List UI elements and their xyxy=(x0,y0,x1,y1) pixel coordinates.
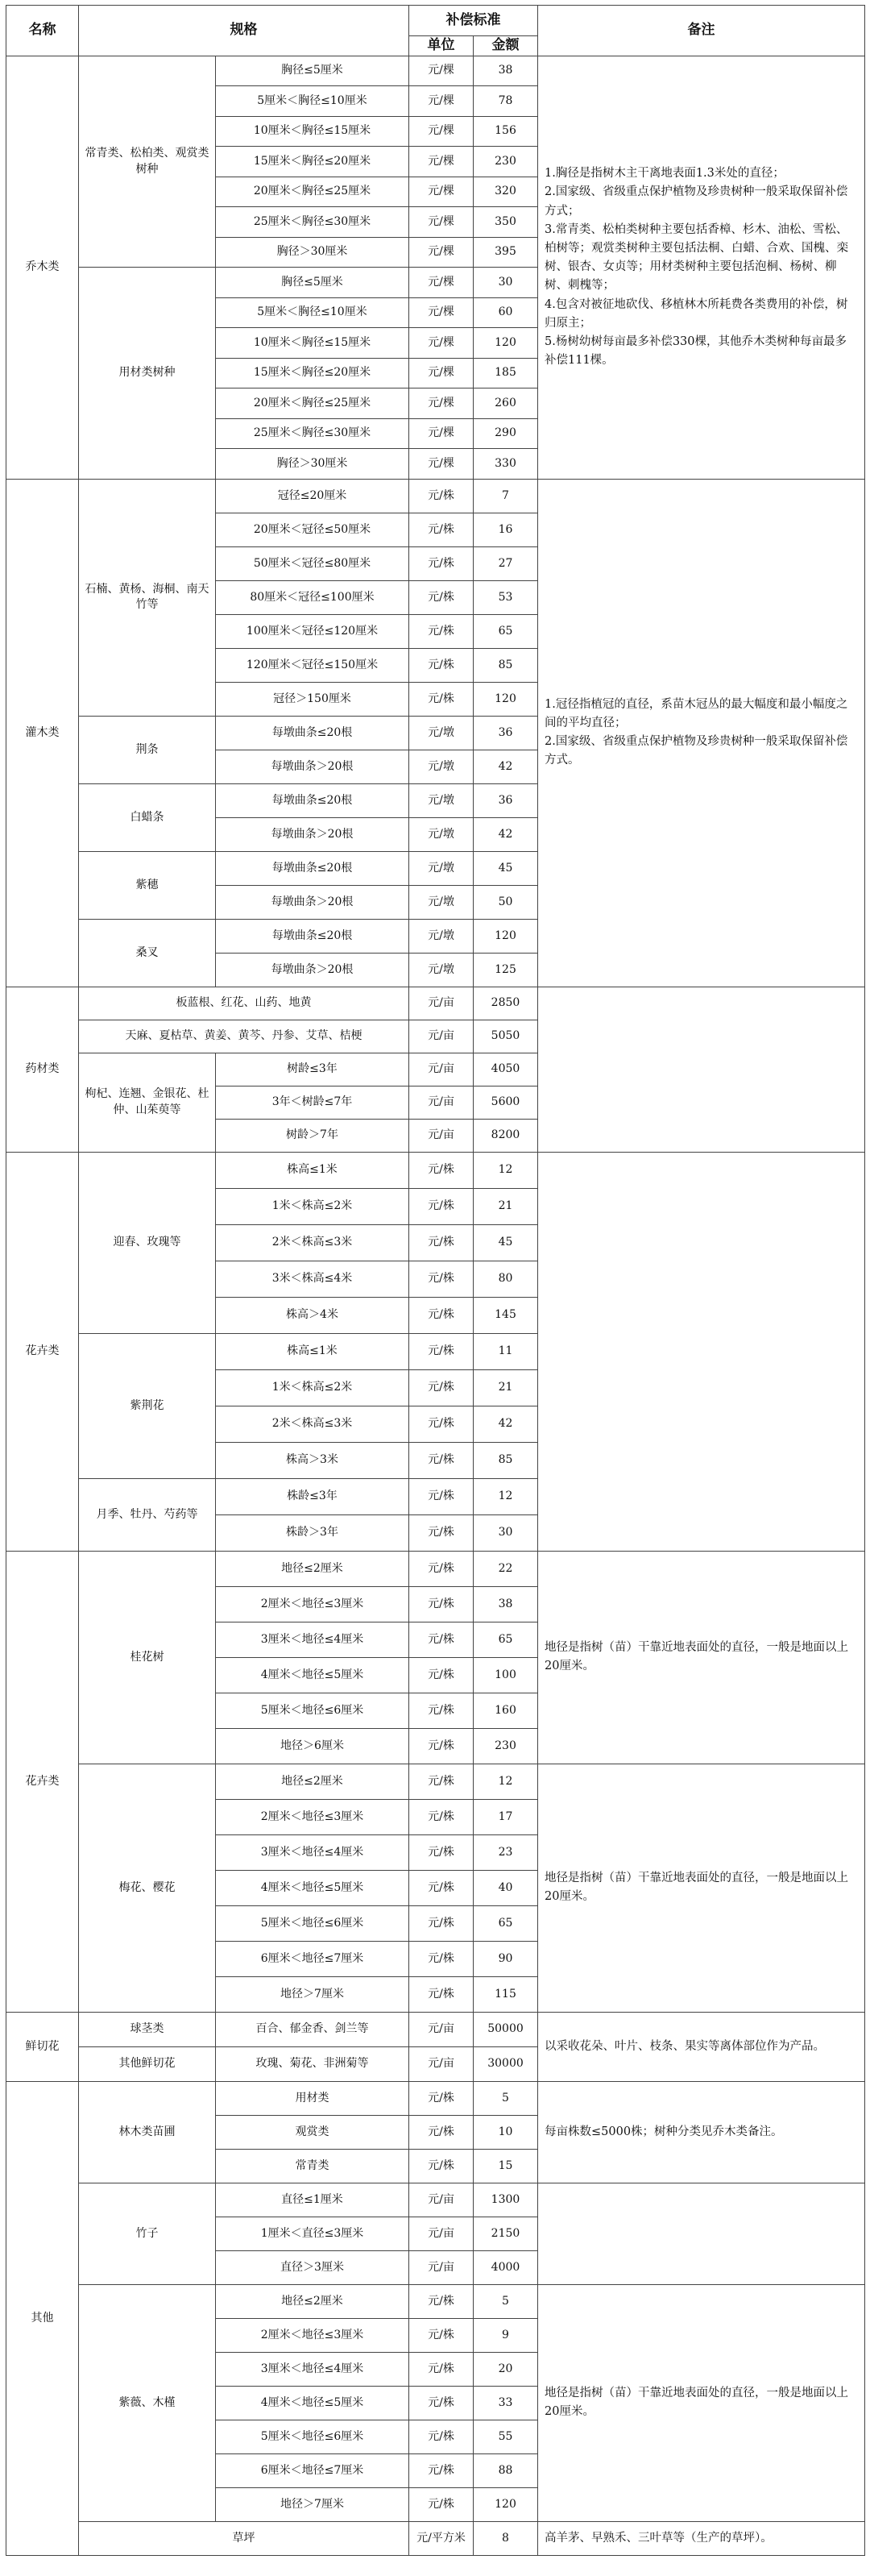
amount-cell: 17 xyxy=(474,1799,538,1834)
amount-cell: 30000 xyxy=(474,2046,538,2081)
amount-cell: 2850 xyxy=(474,987,538,1020)
spec-cell: 100厘米＜冠径≤120厘米 xyxy=(216,614,409,648)
spec-cell: 株龄≤3年 xyxy=(216,1478,409,1514)
unit-cell: 元/棵 xyxy=(409,297,474,328)
spec-cell: 天麻、夏枯草、黄姜、黄芩、丹参、艾草、桔梗 xyxy=(79,1020,409,1053)
unit-cell: 元/亩 xyxy=(409,1020,474,1053)
note-guihua: 地径是指树（苗）干靠近地表面处的直径，一般是地面以上20厘米。 xyxy=(538,1551,865,1764)
amount-cell: 42 xyxy=(474,817,538,851)
amount-cell: 260 xyxy=(474,388,538,419)
subcategory-ever: 常青类、松柏类、观赏类树种 xyxy=(79,56,216,268)
spec-cell: 5厘米＜胸径≤10厘米 xyxy=(216,297,409,328)
unit-cell: 元/株 xyxy=(409,1442,474,1478)
spec-cell: 20厘米＜胸径≤25厘米 xyxy=(216,388,409,419)
subcategory-nursery: 林木类苗圃 xyxy=(79,2081,216,2183)
amount-cell: 85 xyxy=(474,1442,538,1478)
subcategory-bamboo: 竹子 xyxy=(79,2183,216,2284)
amount-cell: 21 xyxy=(474,1188,538,1224)
spec-cell: 冠径≤20厘米 xyxy=(216,479,409,513)
unit-cell: 元/亩 xyxy=(409,2183,474,2217)
unit-cell: 元/株 xyxy=(409,2149,474,2183)
spec-cell: 10厘米＜胸径≤15厘米 xyxy=(216,328,409,359)
note-nursery: 每亩株数≤5000株；树种分类见乔木类备注。 xyxy=(538,2081,865,2183)
spec-cell: 2厘米＜地径≤3厘米 xyxy=(216,1586,409,1622)
header-note: 备注 xyxy=(538,6,865,56)
amount-cell: 185 xyxy=(474,358,538,388)
unit-cell: 元/棵 xyxy=(409,328,474,359)
spec-cell: 胸径≤5厘米 xyxy=(216,268,409,298)
amount-cell: 156 xyxy=(474,116,538,147)
amount-cell: 7 xyxy=(474,479,538,513)
unit-cell: 元/棵 xyxy=(409,268,474,298)
amount-cell: 230 xyxy=(474,147,538,177)
spec-cell: 20厘米＜胸径≤25厘米 xyxy=(216,177,409,207)
amount-cell: 50 xyxy=(474,885,538,919)
subcategory-yingchun: 迎春、玫瑰等 xyxy=(79,1152,216,1333)
header-name: 名称 xyxy=(6,6,79,56)
amount-cell: 125 xyxy=(474,953,538,987)
spec-cell: 3厘米＜地径≤4厘米 xyxy=(216,2352,409,2386)
amount-cell: 65 xyxy=(474,614,538,648)
unit-cell: 元/株 xyxy=(409,1764,474,1799)
spec-cell: 每墩曲条＞20根 xyxy=(216,750,409,783)
amount-cell: 320 xyxy=(474,177,538,207)
amount-cell: 36 xyxy=(474,783,538,817)
unit-cell: 元/株 xyxy=(409,2352,474,2386)
table-row xyxy=(6,1764,865,1799)
subcategory-zijing: 紫荆花 xyxy=(79,1333,216,1478)
subcategory-yueji: 月季、牡丹、芍药等 xyxy=(79,1478,216,1551)
note-bamboo xyxy=(538,2183,865,2284)
spec-cell: 15厘米＜胸径≤20厘米 xyxy=(216,147,409,177)
category-flower-2: 花卉类 xyxy=(6,1551,79,2012)
unit-cell: 元/株 xyxy=(409,2318,474,2352)
spec-cell: 地径＞6厘米 xyxy=(216,1728,409,1764)
spec-cell: 3年＜树龄≤7年 xyxy=(216,1086,409,1119)
spec-cell: 每墩曲条＞20根 xyxy=(216,817,409,851)
unit-cell: 元/棵 xyxy=(409,449,474,480)
spec-cell: 2厘米＜地径≤3厘米 xyxy=(216,1799,409,1834)
subcategory-zisui: 紫穗 xyxy=(79,851,216,919)
spec-cell: 3米＜株高≤4米 xyxy=(216,1261,409,1297)
category-flower-1: 花卉类 xyxy=(6,1152,79,1551)
unit-cell: 元/株 xyxy=(409,580,474,614)
table-row xyxy=(6,2081,865,2115)
note-tree: 1.胸径是指树木主干离地表面1.3米处的直径； 2.国家级、省级重点保护植物及珍贵树种一般采取保留补偿方式； 3.常青类、松柏类树种主要包括香樟、杉木、油松、雪松、柏树等；观赏类树种主要包括法桐、白蜡、合欢、国槐、栾树、银杏、女贞等；用材类树种主要包括泡桐、杨树、柳树、刺槐等； 4.包含对被征地砍伐、移植林木所耗费各类费用的补偿，树归原主； 5.杨树幼树每亩最多补偿330棵，其他乔木类树种每亩最多补偿111棵。 xyxy=(538,56,865,479)
unit-cell: 元/棵 xyxy=(409,147,474,177)
table-row xyxy=(6,479,865,513)
table-row xyxy=(6,2183,865,2217)
spec-cell: 用材类 xyxy=(216,2081,409,2115)
spec-cell: 板蓝根、红花、山药、地黄 xyxy=(79,987,409,1020)
header-amount: 金额 xyxy=(474,36,538,56)
spec-cell: 25厘米＜胸径≤30厘米 xyxy=(216,418,409,449)
subcategory-sangcha: 桑叉 xyxy=(79,919,216,987)
amount-cell: 145 xyxy=(474,1297,538,1333)
unit-cell: 元/株 xyxy=(409,1870,474,1905)
unit-cell: 元/株 xyxy=(409,2487,474,2521)
unit-cell: 元/棵 xyxy=(409,86,474,117)
unit-cell: 元/株 xyxy=(409,1369,474,1406)
amount-cell: 5 xyxy=(474,2284,538,2318)
spec-cell: 地径＞7厘米 xyxy=(216,1976,409,2012)
amount-cell: 30 xyxy=(474,268,538,298)
unit-cell: 元/株 xyxy=(409,1333,474,1369)
unit-cell: 元/株 xyxy=(409,2453,474,2487)
spec-cell: 百合、郁金香、剑兰等 xyxy=(216,2012,409,2046)
unit-cell: 元/株 xyxy=(409,2386,474,2420)
amount-cell: 9 xyxy=(474,2318,538,2352)
amount-cell: 4000 xyxy=(474,2250,538,2284)
unit-cell: 元/株 xyxy=(409,1976,474,2012)
unit-cell: 元/株 xyxy=(409,1261,474,1297)
amount-cell: 100 xyxy=(474,1657,538,1693)
spec-cell: 25厘米＜胸径≤30厘米 xyxy=(216,207,409,238)
unit-cell: 元/平方米 xyxy=(409,2521,474,2555)
unit-cell: 元/株 xyxy=(409,1941,474,1976)
subcategory-jingtiao: 荆条 xyxy=(79,716,216,783)
amount-cell: 230 xyxy=(474,1728,538,1764)
unit-cell: 元/棵 xyxy=(409,418,474,449)
spec-cell: 10厘米＜胸径≤15厘米 xyxy=(216,116,409,147)
unit-cell: 元/墩 xyxy=(409,953,474,987)
amount-cell: 65 xyxy=(474,1905,538,1941)
spec-cell: 15厘米＜胸径≤20厘米 xyxy=(216,358,409,388)
table-row xyxy=(6,1551,865,1586)
unit-cell: 元/株 xyxy=(409,614,474,648)
spec-cell: 胸径＞30厘米 xyxy=(216,237,409,268)
subcategory-bulb: 球茎类 xyxy=(79,2012,216,2046)
amount-cell: 22 xyxy=(474,1551,538,1586)
note-lawn: 高羊茅、早熟禾、三叶草等（生产的草坪）。 xyxy=(538,2521,865,2555)
spec-cell: 每墩曲条＞20根 xyxy=(216,885,409,919)
subcategory-ziwei: 紫薇、木槿 xyxy=(79,2284,216,2521)
amount-cell: 33 xyxy=(474,2386,538,2420)
unit-cell: 元/株 xyxy=(409,1622,474,1657)
amount-cell: 23 xyxy=(474,1834,538,1870)
unit-cell: 元/棵 xyxy=(409,237,474,268)
amount-cell: 120 xyxy=(474,682,538,716)
amount-cell: 88 xyxy=(474,2453,538,2487)
amount-cell: 40 xyxy=(474,1870,538,1905)
unit-cell: 元/亩 xyxy=(409,1119,474,1152)
unit-cell: 元/株 xyxy=(409,1799,474,1834)
amount-cell: 12 xyxy=(474,1478,538,1514)
spec-cell: 4厘米＜地径≤5厘米 xyxy=(216,1657,409,1693)
spec-cell: 2米＜株高≤3米 xyxy=(216,1406,409,1442)
note-shrub: 1.冠径指植冠的直径，系苗木冠丛的最大幅度和最小幅度之间的平均直径； 2.国家级、省级重点保护植物及珍贵树种一般采取保留补偿方式。 xyxy=(538,479,865,987)
note-cutflower: 以采收花朵、叶片、枝条、果实等离体部位作为产品。 xyxy=(538,2012,865,2081)
subcategory-timber: 用材类树种 xyxy=(79,268,216,480)
unit-cell: 元/墩 xyxy=(409,783,474,817)
unit-cell: 元/墩 xyxy=(409,851,474,885)
unit-cell: 元/亩 xyxy=(409,2046,474,2081)
subcategory-gouqi: 枸杞、连翘、金银花、杜仲、山茱萸等 xyxy=(79,1053,216,1152)
unit-cell: 元/株 xyxy=(409,1514,474,1551)
amount-cell: 15 xyxy=(474,2149,538,2183)
spec-cell: 地径≤2厘米 xyxy=(216,1551,409,1586)
spec-cell: 地径≤2厘米 xyxy=(216,2284,409,2318)
category-tree: 乔木类 xyxy=(6,56,79,479)
unit-cell: 元/亩 xyxy=(409,2250,474,2284)
amount-cell: 120 xyxy=(474,328,538,359)
spec-cell: 株高＞4米 xyxy=(216,1297,409,1333)
spec-cell: 直径＞3厘米 xyxy=(216,2250,409,2284)
compensation-table xyxy=(6,5,865,2556)
unit-cell: 元/株 xyxy=(409,1657,474,1693)
unit-cell: 元/株 xyxy=(409,1188,474,1224)
amount-cell: 36 xyxy=(474,716,538,750)
unit-cell: 元/株 xyxy=(409,2420,474,2453)
amount-cell: 65 xyxy=(474,1622,538,1657)
spec-cell: 2米＜株高≤3米 xyxy=(216,1224,409,1261)
unit-cell: 元/株 xyxy=(409,1297,474,1333)
spec-cell: 胸径＞30厘米 xyxy=(216,449,409,480)
unit-cell: 元/株 xyxy=(409,1152,474,1188)
category-shrub: 灌木类 xyxy=(6,479,79,987)
amount-cell: 160 xyxy=(474,1693,538,1728)
amount-cell: 1300 xyxy=(474,2183,538,2217)
unit-cell: 元/墩 xyxy=(409,817,474,851)
table-row xyxy=(6,1152,865,1188)
unit-cell: 元/株 xyxy=(409,648,474,682)
amount-cell: 38 xyxy=(474,56,538,86)
spec-cell: 常青类 xyxy=(216,2149,409,2183)
spec-cell: 每墩曲条≤20根 xyxy=(216,851,409,885)
spec-cell: 地径＞7厘米 xyxy=(216,2487,409,2521)
spec-cell: 3厘米＜地径≤4厘米 xyxy=(216,1834,409,1870)
note-herb xyxy=(538,987,865,1152)
amount-cell: 290 xyxy=(474,418,538,449)
spec-cell: 50厘米＜冠径≤80厘米 xyxy=(216,546,409,580)
amount-cell: 45 xyxy=(474,1224,538,1261)
spec-cell: 6厘米＜地径≤7厘米 xyxy=(216,2453,409,2487)
unit-cell: 元/株 xyxy=(409,1224,474,1261)
header-unit: 单位 xyxy=(409,36,474,56)
unit-cell: 元/株 xyxy=(409,1406,474,1442)
amount-cell: 10 xyxy=(474,2115,538,2149)
amount-cell: 2150 xyxy=(474,2217,538,2250)
amount-cell: 80 xyxy=(474,1261,538,1297)
spec-cell: 3厘米＜地径≤4厘米 xyxy=(216,1622,409,1657)
spec-cell: 4厘米＜地径≤5厘米 xyxy=(216,2386,409,2420)
unit-cell: 元/棵 xyxy=(409,177,474,207)
unit-cell: 元/株 xyxy=(409,1728,474,1764)
amount-cell: 55 xyxy=(474,2420,538,2453)
unit-cell: 元/棵 xyxy=(409,56,474,86)
amount-cell: 330 xyxy=(474,449,538,480)
spec-cell: 玫瑰、菊花、非洲菊等 xyxy=(216,2046,409,2081)
unit-cell: 元/棵 xyxy=(409,116,474,147)
amount-cell: 53 xyxy=(474,580,538,614)
spec-cell: 5厘米＜地径≤6厘米 xyxy=(216,1693,409,1728)
amount-cell: 45 xyxy=(474,851,538,885)
category-herb: 药材类 xyxy=(6,987,79,1152)
amount-cell: 120 xyxy=(474,919,538,953)
amount-cell: 115 xyxy=(474,1976,538,2012)
spec-cell: 4厘米＜地径≤5厘米 xyxy=(216,1870,409,1905)
unit-cell: 元/墩 xyxy=(409,716,474,750)
subcategory-other-cut: 其他鲜切花 xyxy=(79,2046,216,2081)
unit-cell: 元/墩 xyxy=(409,750,474,783)
spec-cell: 每墩曲条≤20根 xyxy=(216,716,409,750)
spec-cell: 冠径＞150厘米 xyxy=(216,682,409,716)
amount-cell: 16 xyxy=(474,513,538,546)
spec-cell: 5厘米＜地径≤6厘米 xyxy=(216,2420,409,2453)
unit-cell: 元/株 xyxy=(409,2284,474,2318)
unit-cell: 元/亩 xyxy=(409,2217,474,2250)
spec-cell: 5厘米＜地径≤6厘米 xyxy=(216,1905,409,1941)
note-ziwei: 地径是指树（苗）干靠近地表面处的直径，一般是地面以上20厘米。 xyxy=(538,2284,865,2521)
spec-cell: 5厘米＜胸径≤10厘米 xyxy=(216,86,409,117)
unit-cell: 元/株 xyxy=(409,2115,474,2149)
spec-cell: 观赏类 xyxy=(216,2115,409,2149)
unit-cell: 元/株 xyxy=(409,1551,474,1586)
amount-cell: 5600 xyxy=(474,1086,538,1119)
unit-cell: 元/株 xyxy=(409,1905,474,1941)
spec-cell: 1米＜株高≤2米 xyxy=(216,1369,409,1406)
amount-cell: 90 xyxy=(474,1941,538,1976)
table-row xyxy=(6,2521,865,2555)
spec-cell: 1厘米＜直径≤3厘米 xyxy=(216,2217,409,2250)
unit-cell: 元/株 xyxy=(409,2081,474,2115)
spec-cell: 每墩曲条＞20根 xyxy=(216,953,409,987)
spec-cell: 6厘米＜地径≤7厘米 xyxy=(216,1941,409,1976)
amount-cell: 50000 xyxy=(474,2012,538,2046)
amount-cell: 11 xyxy=(474,1333,538,1369)
amount-cell: 21 xyxy=(474,1369,538,1406)
table-row xyxy=(6,987,865,1020)
amount-cell: 8200 xyxy=(474,1119,538,1152)
unit-cell: 元/株 xyxy=(409,513,474,546)
subcategory-guihua: 桂花树 xyxy=(79,1551,216,1764)
amount-cell: 30 xyxy=(474,1514,538,1551)
amount-cell: 395 xyxy=(474,237,538,268)
unit-cell: 元/棵 xyxy=(409,358,474,388)
header-standard: 补偿标准 xyxy=(409,6,538,36)
amount-cell: 85 xyxy=(474,648,538,682)
unit-cell: 元/棵 xyxy=(409,388,474,419)
spec-cell: 树龄≤3年 xyxy=(216,1053,409,1086)
amount-cell: 120 xyxy=(474,2487,538,2521)
spec-cell: 树龄＞7年 xyxy=(216,1119,409,1152)
subcategory-meihua: 梅花、樱花 xyxy=(79,1764,216,2012)
unit-cell: 元/株 xyxy=(409,1586,474,1622)
unit-cell: 元/亩 xyxy=(409,1086,474,1119)
unit-cell: 元/墩 xyxy=(409,885,474,919)
unit-cell: 元/亩 xyxy=(409,987,474,1020)
note-meihua: 地径是指树（苗）干靠近地表面处的直径，一般是地面以上20厘米。 xyxy=(538,1764,865,2012)
amount-cell: 20 xyxy=(474,2352,538,2386)
unit-cell: 元/株 xyxy=(409,1478,474,1514)
amount-cell: 42 xyxy=(474,750,538,783)
spec-cell: 1米＜株高≤2米 xyxy=(216,1188,409,1224)
unit-cell: 元/亩 xyxy=(409,1053,474,1086)
unit-cell: 元/墩 xyxy=(409,919,474,953)
table-row xyxy=(6,56,865,86)
amount-cell: 4050 xyxy=(474,1053,538,1086)
amount-cell: 78 xyxy=(474,86,538,117)
amount-cell: 38 xyxy=(474,1586,538,1622)
spec-cell: 株高≤1米 xyxy=(216,1333,409,1369)
table-row xyxy=(6,2012,865,2046)
spec-lawn: 草坪 xyxy=(79,2521,409,2555)
spec-cell: 株龄＞3年 xyxy=(216,1514,409,1551)
unit-cell: 元/株 xyxy=(409,682,474,716)
table-row xyxy=(6,2284,865,2318)
spec-cell: 80厘米＜冠径≤100厘米 xyxy=(216,580,409,614)
unit-cell: 元/亩 xyxy=(409,2012,474,2046)
category-other: 其他 xyxy=(6,2081,79,2555)
spec-cell: 株高≤1米 xyxy=(216,1152,409,1188)
amount-cell: 12 xyxy=(474,1152,538,1188)
note-flower-1 xyxy=(538,1152,865,1551)
unit-cell: 元/株 xyxy=(409,1693,474,1728)
amount-cell: 5 xyxy=(474,2081,538,2115)
unit-cell: 元/株 xyxy=(409,479,474,513)
spec-cell: 每墩曲条≤20根 xyxy=(216,919,409,953)
spec-cell: 120厘米＜冠径≤150厘米 xyxy=(216,648,409,682)
unit-cell: 元/株 xyxy=(409,546,474,580)
spec-cell: 胸径≤5厘米 xyxy=(216,56,409,86)
spec-cell: 直径≤1厘米 xyxy=(216,2183,409,2217)
amount-cell: 27 xyxy=(474,546,538,580)
amount-cell: 8 xyxy=(474,2521,538,2555)
spec-cell: 地径≤2厘米 xyxy=(216,1764,409,1799)
spec-cell: 20厘米＜冠径≤50厘米 xyxy=(216,513,409,546)
amount-cell: 60 xyxy=(474,297,538,328)
unit-cell: 元/棵 xyxy=(409,207,474,238)
amount-cell: 350 xyxy=(474,207,538,238)
amount-cell: 42 xyxy=(474,1406,538,1442)
unit-cell: 元/株 xyxy=(409,1834,474,1870)
amount-cell: 5050 xyxy=(474,1020,538,1053)
amount-cell: 12 xyxy=(474,1764,538,1799)
header-spec: 规格 xyxy=(79,6,409,56)
subcategory-shrub-group1: 石楠、黄杨、海桐、南天竹等 xyxy=(79,479,216,716)
spec-cell: 株高＞3米 xyxy=(216,1442,409,1478)
spec-cell: 2厘米＜地径≤3厘米 xyxy=(216,2318,409,2352)
spec-cell: 每墩曲条≤20根 xyxy=(216,783,409,817)
subcategory-bailatiao: 白蜡条 xyxy=(79,783,216,851)
category-cutflower: 鲜切花 xyxy=(6,2012,79,2081)
